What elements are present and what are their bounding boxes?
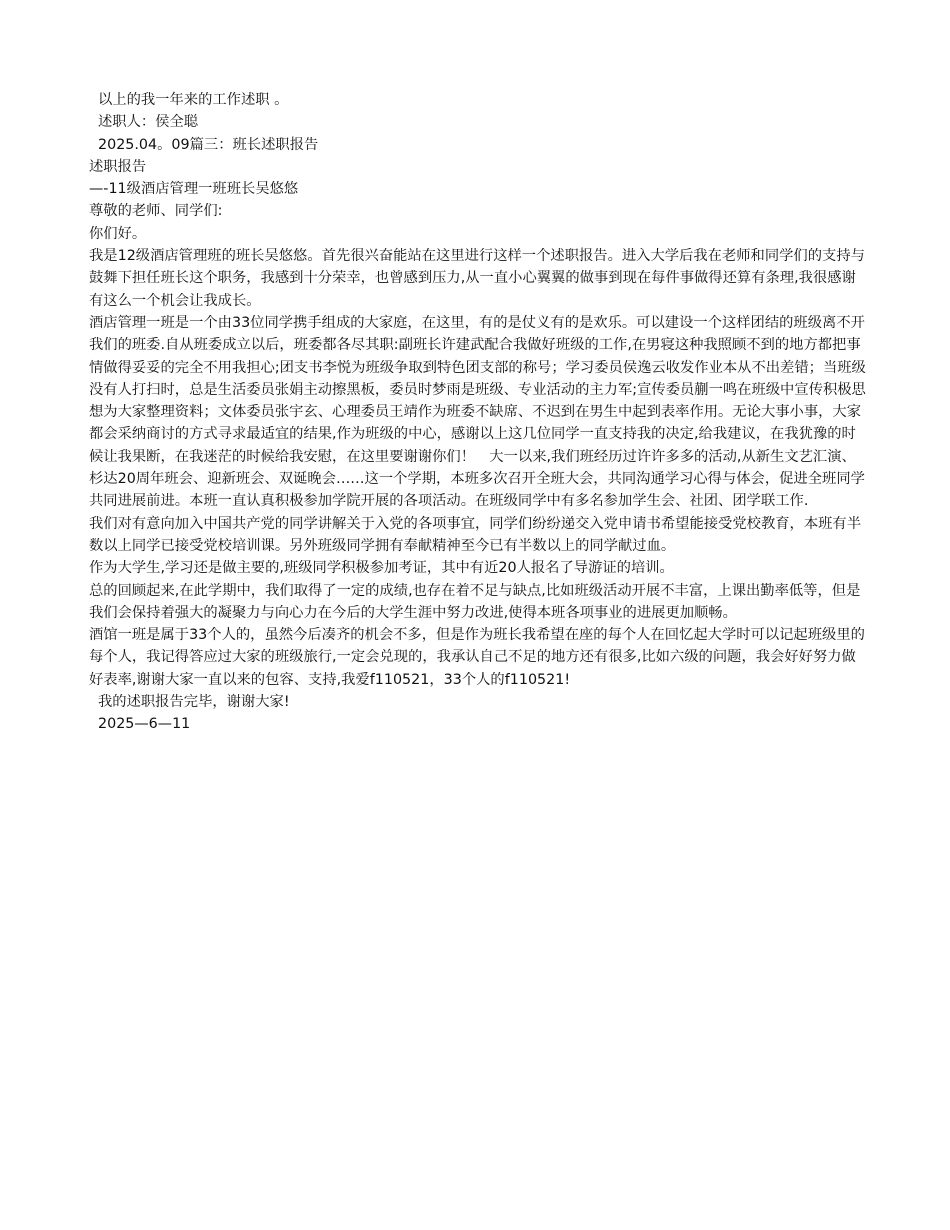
paragraph-intro: 我是12级酒店管理班的班长吴悠悠。首先很兴奋能站在这里进行这样一个述职报告。进入大学后我在老师和同学们的支持与鼓舞下担任班长这个职务，我感到十分荣幸，也曾感到压力,从一直小心翼翼的做事到现在每件事做得还算有条理,我很感谢有这么一个机会让我成长。 — [89, 248, 865, 309]
paragraph-summary: 总的回顾起来,在此学期中，我们取得了一定的成绩,也存在着不足与缺点,比如班级活动开展不丰富，上课出勤率低等，但是我们会保持着强大的凝聚力与向心力在今后的大学生涯中努力改进,使得本班各项事业的进展更加顺畅。 — [89, 582, 861, 621]
salutation: 尊敬的老师、同学们: — [89, 203, 223, 220]
document-body — [89, 89, 869, 736]
paragraph-closing: 酒馆一班是属于33个人的，虽然今后凑齐的机会不多，但是作为班长我希望在座的每个人在回忆起大学时可以记起班级里的每个人，我记得答应过大家的班级旅行,一定会兑现的，我承认自己不足的地方还有很多,比如六级的问题，我会好好努力做好表率,谢谢大家一直以来的包容、支持,我爱f110521，33个人的f110521! — [89, 627, 865, 688]
report-byline: —-11级酒店管理一班班长吴悠悠 — [89, 181, 299, 198]
paragraph-class-committee: 酒店管理一班是一个由33位同学携手组成的大家庭，在这里，有的是仗义有的是欢乐。可以建设一个这样团结的班级离不开我们的班委.自从班委成立以后，班委都各尽其职:副班长许建武配合我做好班级的工作,在男寝这种我照顾不到的地方都把事情做得妥妥的完全不用我担心;团支书李悦为班级争取到特色团支部的称号；学习委员侯逸云收发作业本从不出差错；当班级没有人打扫时，总是生活委员张娟主动擦黑板，委员时梦雨是班级、专业活动的主力军;宣传委员蒯一鸣在班级中宣传积极思想为大家整理资料；文体委员张宇玄、心理委员王靖作为班委不缺席、不迟到在男生中起到表率作用。无论大事小事，大家都会采纳商讨的方式寻求最适宜的结果,作为班级的中心，感谢以上这几位同学一直支持我的决定,给我建议，在我犹豫的时候让我果断，在我迷茫的时候给我安慰，在这里要谢谢你们！ 大一以来,我们班经历过许许多多的活动,从新生文艺汇演、杉达20周年班会、迎新班会、双诞晚会……这一个学期，本班多次召开全班大会，共同沟通学习心得与体会，促进全班同学共同进展前进。本班一直认真积极参加学院开展的各项活动。在班级同学中有多名参加学生会、社团、团学联工作. — [89, 314, 866, 510]
date-and-section-title: 2025.04。09篇三：班长述职报告 — [98, 136, 319, 153]
greeting: 你们好。 — [89, 225, 147, 242]
paragraph-party: 我们对有意向加入中国共产党的同学讲解关于入党的各项事宜，同学们纷纷递交入党申请书希望能接受党校教育，本班有半数以上同学已接受党校培训课。另外班级同学拥有奉献精神至今已有半数以上的同学献过血。 — [89, 515, 862, 554]
reporter-line: 述职人：侯全聪 — [98, 114, 199, 131]
closing-line: 以上的我一年来的工作述职 。 — [98, 92, 289, 108]
paragraph-study: 作为大学生,学习还是做主要的,班级同学积极参加考证，其中有近20人报名了导游证的培训。 — [89, 560, 674, 577]
report-title: 述职报告 — [89, 158, 147, 175]
report-date: 2025—6—11 — [98, 716, 191, 733]
report-ending: 我的述职报告完毕，谢谢大家! — [98, 694, 290, 711]
